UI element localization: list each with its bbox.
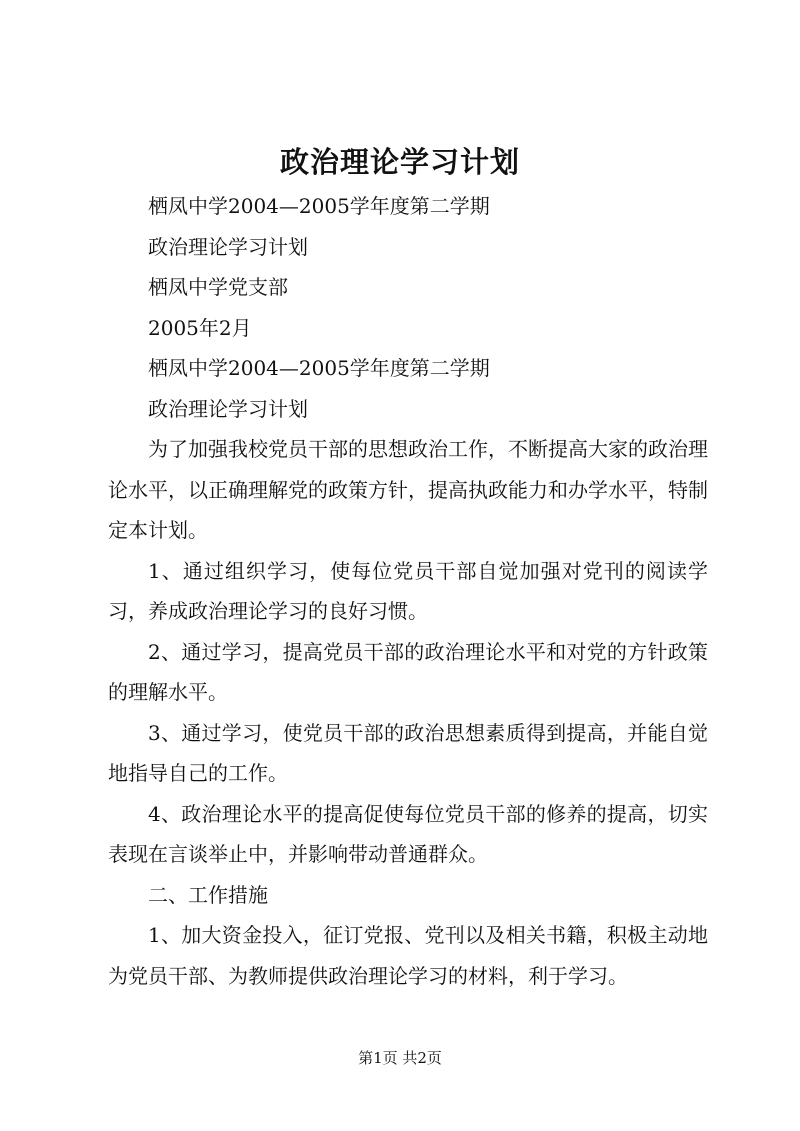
body-paragraph: 3、通过学习，使党员干部的政治思想素质得到提高，并能自觉地指导自己的工作。 [108, 720, 708, 785]
body-paragraph: 为了加强我校党员干部的思想政治工作，不断提高大家的政治理论水平，以正确理解党的政策方针，提高执政能力和办学水平，特制定本计划。 [108, 437, 708, 542]
header-line: 政治理论学习计划 [148, 234, 308, 259]
page-footer: 第1页 共2页 [358, 1049, 442, 1067]
header-line: 政治理论学习计划 [148, 396, 308, 421]
body-paragraph: 2、通过学习，提高党员干部的政治理论水平和对党的方针政策的理解水平。 [108, 639, 708, 704]
header-line: 栖凤中学2004—2005学年度第二学期 [148, 356, 490, 380]
section-heading: 二、工作措施 [148, 882, 268, 907]
body-paragraph: 4、政治理论水平的提高促使每位党员干部的修养的提高，切实表现在言谈举止中，并影响带动普通群众。 [108, 801, 708, 866]
header-line: 栖凤中学党支部 [148, 275, 288, 299]
header-line: 2005年2月 [148, 315, 252, 340]
document-title: 政治理论学习计划 [279, 145, 520, 179]
document-body [108, 186, 708, 996]
body-paragraph: 1、通过组织学习，使每位党员干部自觉加强对党刊的阅读学习，养成政治理论学习的良好习惯。 [108, 558, 708, 623]
section-paragraph: 1、加大资金投入，征订党报、党刊以及相关书籍，积极主动地为党员干部、为教师提供政治理论学习的材料，利于学习。 [108, 923, 708, 988]
header-line: 栖凤中学2004—2005学年度第二学期 [148, 194, 490, 218]
